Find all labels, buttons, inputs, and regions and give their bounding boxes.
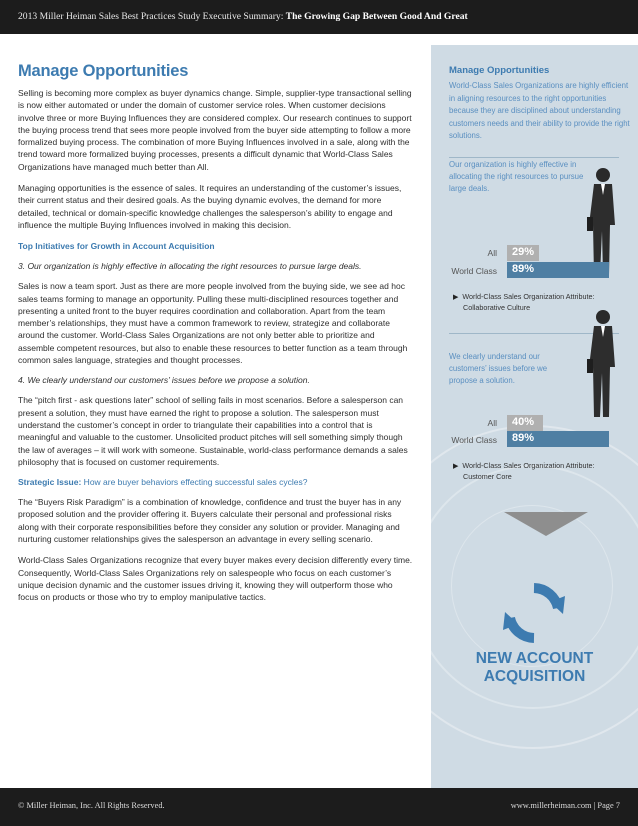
attribute-label: World-Class Sales Organization Attribute: (462, 292, 595, 301)
footer-url-page: www.millerheiman.com | Page 7 (510, 801, 620, 810)
bar-all (507, 245, 539, 261)
strategic-issue-text: How are buyer behaviors effecting successful sales cycles? (81, 477, 308, 488)
header-prefix: 2013 Miller Heiman Sales Best Practices Study Executive Summary: (18, 11, 286, 22)
initiative-4: 4. We clearly understand our customers’ issues before we propose a solution. (18, 375, 310, 386)
divider (449, 157, 619, 158)
question-1: Our organization is highly effective in allocating the right resources to pursue large deals. (449, 160, 584, 193)
bar-world-class (507, 262, 609, 278)
paragraph-4: The “pitch first - ask questions later” school of selling fails in most scenarios. Before a salesperson can present a solution, they must have earned the right to propose a solution. The salesperson must understand the customer’s concept in order to triangulate their capabilities into a control that is meaningful and valuable to the customer. Unsolicited product pitches will sell something simply though the law of averages – it will work with someone. Sustainable, world-class performance demands a sales philosophy that is focused on customer requirements. (18, 395, 408, 467)
paragraph-5: The “Buyers Risk Paradigm” is a combination of knowledge, confidence and trust the buyer has in any proposed solution and the provider offering it. Buyers calculate their personal and professional risks along with their corporate responsibilities before they consider any solution or provider. Managing and nurturing customer relationships gives the salesperson an advantage in every selling scenario. (18, 497, 402, 545)
bar-world-class (507, 431, 609, 447)
bar-all (507, 415, 543, 431)
label-line-2: ACQUISITION (483, 668, 586, 685)
attribute-note-2-text (453, 461, 633, 482)
attribute-label: World-Class Sales Organization Attribute: (462, 461, 595, 470)
question-2: We clearly understand our customers’ issues before we propose a solution. (449, 352, 548, 385)
sidebar-title: Manage Opportunities (449, 65, 550, 76)
bar-value: 89% (512, 263, 535, 275)
bar-value: 40% (512, 416, 535, 428)
copyright: © Miller Heiman, Inc. All Rights Reserved. (18, 801, 165, 810)
bar-value: 29% (512, 246, 535, 258)
subheading-initiatives: Top Initiatives for Growth in Account Acquisition (18, 241, 215, 252)
main-content (18, 62, 413, 613)
paragraph-3: Sales is now a team sport. Just as there are more people involved from the buying side, we see ad hoc sales teams forming to manage an opportunity. Pulling these multi-disciplined resources together and presenting a united front to the buyer requires coordination and collaboration. Apart from the team member’s relationships, they must have a common framework to review, strategize and collaborate around the customer. World-Class Sales Organizations are not only better able to prioritize and assemble competent resources, but also to enable these resources to better function as a team through common sales language, strategies and thought processes. (18, 281, 408, 366)
businessman-icon (581, 307, 621, 422)
bar-label-all: All (487, 418, 497, 428)
page-title: Manage Opportunities (18, 62, 189, 80)
label-line-1: NEW ACCOUNT (475, 650, 594, 667)
header-title (18, 11, 468, 22)
attribute-value: Customer Core (463, 472, 512, 481)
sidebar (431, 45, 638, 788)
bar-label-world-class: World Class (451, 266, 497, 276)
paragraph-1: Selling is becoming more complex as buyer dynamics change. Simple, supplier-type transactional selling is now either automated or under the domain of customer service roles. When customer decisions involve three or more Buying Influences they are considered complex. Our research continues to support the buying process trend that sees more people involved from the buyer side attempting to follow a more formalized buying process. The combination of more Buying Influences involved in a sale, along with the trend toward more formalized buying processes, presents a difficult dynamic that World-Class Sales Organizations have managed much better than All. (18, 88, 412, 172)
triangle-right-icon: ▶ (453, 463, 459, 470)
initiative-3: 3. Our organization is highly effective in allocating the right resources to pursue large deals. (18, 261, 362, 272)
header-title-bold: The Growing Gap Between Good And Great (285, 11, 468, 22)
strategic-issue (18, 477, 413, 487)
bar-label-all: All (487, 248, 497, 258)
attribute-value: Collaborative Culture (463, 303, 531, 312)
refresh-cycle-icon (501, 580, 567, 646)
paragraph-2: Managing opportunities is the essence of sales. It requires an understanding of the customer’s issues, their current status and their desired goals. As the buying dynamic evolves, the demand for more detailed, technical or domain-specific knowledge challenges the salesperson’s ability to engage and influence the multiple Buying Influences involved in making this decision. (18, 183, 402, 230)
bar-value: 89% (512, 432, 535, 444)
page-header (0, 0, 638, 34)
bar-label-world-class: World Class (451, 435, 497, 445)
new-account-acquisition-label (431, 650, 638, 686)
paragraph-6: World-Class Sales Organizations recognize that every buyer makes every decision differently every time. Consequently, World-Class Sales Organizations rely on salespeople who focus on each customer’s unique decision dynamic and the customer issues driving it, knowing they will outperform those who focus on products or those who try to employ manipulative tactics. (18, 555, 413, 603)
sidebar-intro: World-Class Sales Organizations are highly efficient in aligning resources to the right opportunities because they are disciplined about understanding customers needs and their ability to provide the right solutions. (449, 81, 630, 140)
triangle-right-icon: ▶ (453, 294, 459, 301)
arrow-down-icon (504, 512, 588, 536)
strategic-issue-label: Strategic Issue: (18, 477, 82, 488)
page-footer (0, 788, 638, 826)
